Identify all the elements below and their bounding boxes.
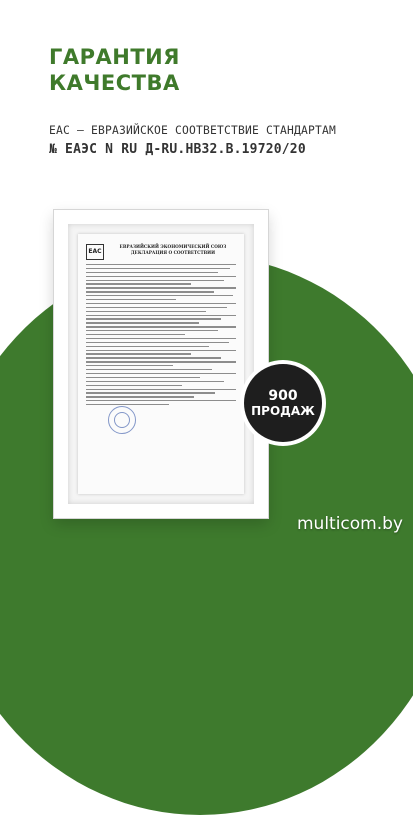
- frame-mat: [68, 224, 254, 504]
- document-text-line: [86, 315, 236, 316]
- title-line-2: КАЧЕСТВА: [49, 71, 180, 95]
- document-text-line: [86, 311, 206, 312]
- document-text-line: [86, 361, 236, 362]
- document-text-line: [86, 381, 224, 382]
- document-text-line: [86, 385, 182, 386]
- document-text-line: [86, 295, 233, 296]
- eac-logo: EAC: [86, 244, 104, 260]
- title-line-1: ГАРАНТИЯ: [49, 45, 180, 69]
- document-text-line: [86, 322, 199, 323]
- document-text-line: [86, 377, 200, 378]
- document-text-line: [86, 264, 236, 265]
- document-text-line: [86, 342, 229, 343]
- document-text-line: [86, 280, 224, 281]
- document-text-line: [86, 396, 194, 397]
- document-text-line: [86, 353, 191, 354]
- document-header-line-1: ЕВРАЗИЙСКИЙ ЭКОНОМИЧЕСКИЙ СОЮЗ: [119, 244, 227, 249]
- document-text-line: [86, 272, 218, 273]
- certificate-document: [78, 234, 244, 494]
- document-text-line: [86, 299, 176, 300]
- document-text-line: [86, 276, 236, 277]
- document-text-line: [86, 303, 236, 304]
- picture-frame: [54, 210, 268, 518]
- document-text-line: [86, 283, 191, 284]
- document-text-line: [86, 334, 185, 335]
- document-text-line: [86, 369, 212, 370]
- document-header-line-2: ДЕКЛАРАЦИЯ О СООТВЕТСТВИИ: [130, 249, 216, 255]
- document-text-line: [86, 392, 215, 393]
- official-stamp: [108, 406, 136, 434]
- sales-label: ПРОДАЖ: [251, 403, 315, 418]
- document-text-line: [86, 338, 236, 339]
- document-text-lines: [86, 264, 236, 408]
- document-text-line: [86, 307, 227, 308]
- document-text-line: [86, 400, 236, 401]
- document-text-line: [86, 268, 230, 269]
- page-title: [49, 44, 180, 96]
- document-text-line: [86, 291, 214, 292]
- watermark-text: multicom.by: [296, 514, 403, 534]
- document-text-line: [86, 373, 236, 374]
- document-text-line: [86, 365, 173, 366]
- certification-number: № ЕАЭС N RU Д-RU.НВ32.В.19720/20: [49, 142, 306, 157]
- document-text-line: [86, 318, 221, 319]
- document-text-line: [86, 350, 236, 351]
- document-text-line: [86, 287, 236, 288]
- document-text-line: [86, 346, 209, 347]
- document-text-line: [86, 404, 169, 405]
- document-text-line: [86, 357, 221, 358]
- sales-badge: [244, 364, 322, 442]
- sales-count: 900: [268, 387, 298, 404]
- document-header: [108, 244, 238, 255]
- document-text-line: [86, 326, 236, 327]
- certification-description: EAC – ЕВРАЗИЙСКОЕ СООТВЕТСТВИЕ СТАНДАРТАМ: [49, 124, 337, 137]
- document-text-line: [86, 330, 218, 331]
- document-text-line: [86, 389, 236, 390]
